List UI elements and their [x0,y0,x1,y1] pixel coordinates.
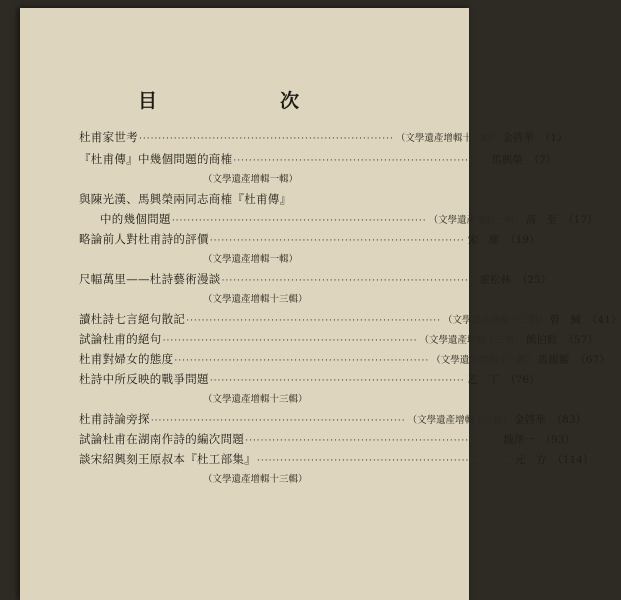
entry-author: 高 至 [525,214,558,226]
toc-entry [79,311,621,327]
book-page [20,8,621,600]
entry-title: 中的幾個問題 [100,212,171,226]
entry-title: 試論杜甫在湖南作詩的編次問題 [79,432,245,446]
page-title: 目 次 [137,90,351,112]
toc-entry [79,371,540,387]
entry-source: （文學遺產增輯十三輯） [419,335,524,346]
toc-entry [100,211,598,227]
entry-source: （文學遺產增輯十三輯） [203,394,308,405]
entry-title: 試論杜甫的絕句 [79,332,162,346]
entry-author: 金啓華 [514,414,546,426]
entry-author: 霍松林 [479,274,511,286]
entry-title: 讀杜詩七言絕句散記 [79,312,186,326]
entry-author: 金啓華 [502,132,534,144]
entry-source: （文學遺產增輯十三輯） [203,294,308,305]
leader-dots: ·································································· [150,416,406,426]
entry-author: 宋 廓 [467,234,500,246]
entry-source: （文學遺產增輯一輯） [203,174,299,185]
entry-source: （文學遺產增輯十三輯） [395,133,501,144]
entry-title: 杜甫對婦女的態度 [79,352,174,366]
leader-dots: ·································································· [174,356,430,366]
toc-entry [79,151,557,167]
entry-page: （83） [551,414,587,426]
entry-author: 曾 緘 [549,314,582,326]
entry-author: 魏澤一 [503,434,535,446]
entry-title: 尺幅萬里——杜詩藝術漫談 [79,272,221,286]
leader-dots: ·································································· [186,316,442,326]
table-of-contents [20,8,621,600]
entry-title: 杜詩中所反映的戰爭問題 [79,372,209,386]
leader-dots: ·································································· [257,456,512,466]
entry-page: （67） [575,354,610,366]
leader-dots: ·································································· [221,276,477,286]
toc-entry [79,271,552,287]
entry-page: （57） [563,334,598,346]
entry-page: （41） [587,314,621,326]
leader-dots: ·································································· [139,134,394,144]
entry-source: （文學遺產增輯十三輯） [431,355,536,366]
entry-page: （25） [516,274,552,286]
toc-entry [79,351,610,367]
entry-page: （93） [540,434,575,446]
entry-source: （文學遺產增輯十三輯） [203,474,308,485]
entry-author: 馬興榮 [491,154,523,166]
entry-title: 杜甫詩論旁探 [79,412,150,426]
entry-source: （文學遺產增輯一輯） [428,215,524,226]
entry-page: （114） [552,454,594,466]
entry-page: （1） [539,132,568,144]
toc-entry [79,191,404,207]
leader-dots: ·································································· [209,236,465,246]
entry-author: 元 方 [514,454,547,466]
entry-source: （文學遺產增輯十三輯） [443,315,548,326]
entry-author: 熊伯畦 [525,334,558,346]
leader-dots: ·································································· [209,376,465,386]
toc-entry [79,431,575,447]
entry-title: 與陳光漢、馬興榮兩同志商榷『杜甫傳』 [79,192,292,206]
entry-title: 略論前人對杜甫詩的評價 [79,232,209,246]
entry-page: （7） [528,154,557,166]
entry-page: （76） [505,374,540,386]
leader-dots: ·································································· [171,216,427,226]
toc-entry [79,129,568,145]
entry-title: 談宋紹興刻王原叔本『杜工部集』 [79,452,256,466]
entry-page: （17） [563,214,598,226]
leader-dots: ·································································· [162,336,418,346]
entry-page: （19） [505,234,540,246]
toc-entry [79,451,594,467]
entry-source: （文學遺產增輯一輯） [203,254,299,265]
entry-title: 杜甫家世考 [79,130,138,144]
entry-author: 乙 丁 [467,374,500,386]
entry-source: （文學遺產增輯十三輯） [407,415,513,426]
leader-dots: ·································································· [245,436,501,446]
toc-entry [79,331,598,347]
entry-title: 『杜甫傳』中幾個問題的商榷 [79,152,233,166]
leader-dots: ·································································· [233,156,489,166]
toc-entry [79,411,587,427]
entry-author: 馬錫鑑 [537,354,570,366]
toc-entry [79,231,540,247]
